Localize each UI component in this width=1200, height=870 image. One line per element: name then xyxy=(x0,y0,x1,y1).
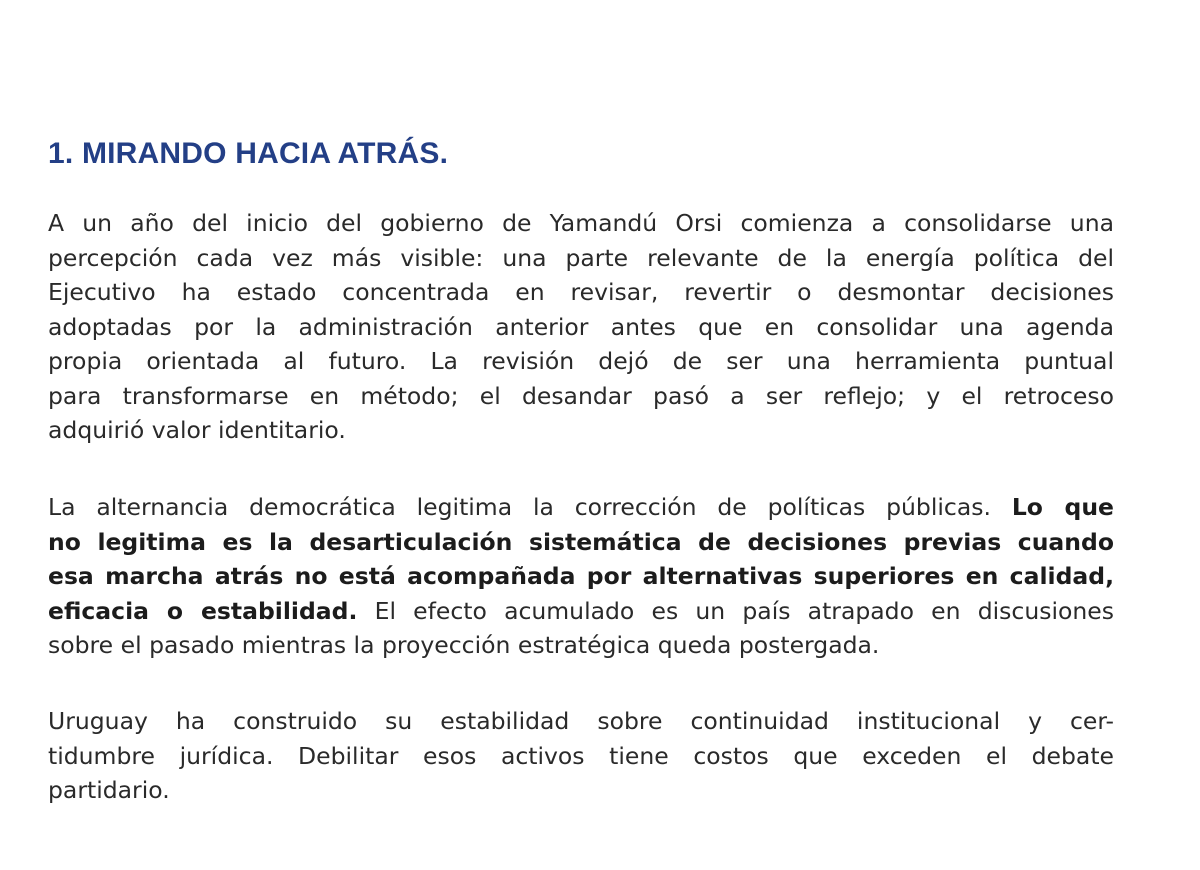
paragraph-line: percepción cada vez más visible: una parte relevante de la energía política del xyxy=(48,243,1114,272)
paragraph-3 xyxy=(48,704,1114,808)
normal-text: El efecto acumulado es un país atrapado en discusiones xyxy=(374,596,1114,625)
paragraph-line: sobre el pasado mientras la proyección estratégica queda postergada. xyxy=(48,631,880,659)
paragraph-line: para transformarse en método; el desandar pasó a ser reflejo; y el retroceso xyxy=(48,381,1114,410)
bold-text: eficacia o estabilidad. xyxy=(48,596,358,625)
bold-text: Lo que xyxy=(1011,493,1114,521)
paragraph-line: Ejecutivo ha estado concentrada en revisar, revertir o desmontar decisiones xyxy=(48,278,1114,306)
paragraph-line: adquirió valor identitario. xyxy=(48,416,346,444)
paragraph-line: propia orientada al futuro. La revisión dejó de ser una herramienta puntual xyxy=(48,347,1114,375)
paragraph-2 xyxy=(48,490,1114,663)
paragraph-line: Uruguay ha construido su estabilidad sobre continuidad institucional y cer- xyxy=(48,707,1114,735)
paragraph-line-bold: no legitima es la desarticulación sistemática de decisiones previas cuando xyxy=(48,527,1114,556)
section-heading: 1. MIRANDO HACIA ATRÁS. xyxy=(48,137,449,170)
paragraph-line-bold: esa marcha atrás no está acompañada por alternativas superiores en calidad, xyxy=(48,562,1114,590)
paragraph-line xyxy=(48,594,1114,629)
paragraph-line: partidario. xyxy=(48,776,170,804)
paragraph-1 xyxy=(48,206,1114,448)
normal-text: La alternancia democrática legitima la corrección de políticas públicas. xyxy=(48,493,991,521)
paragraph-line: tidumbre jurídica. Debilitar esos activos tiene costos que exceden el debate xyxy=(48,741,1114,770)
paragraph-line: A un año del inicio del gobierno de Yamandú Orsi comienza a consolidarse una xyxy=(48,209,1114,237)
paragraph-line xyxy=(48,490,1114,525)
paragraph-line: adoptadas por la administración anterior antes que en consolidar una agenda xyxy=(48,312,1114,341)
